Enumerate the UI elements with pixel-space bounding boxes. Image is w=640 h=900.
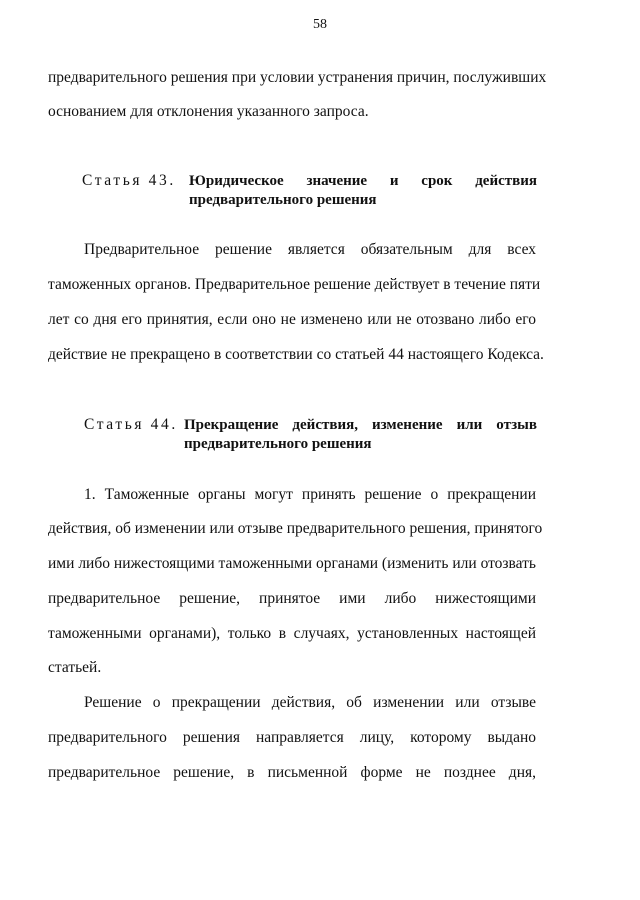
article-44-title-line-2: предварительного решения: [184, 436, 372, 452]
article-44-label: Статья 44.: [84, 416, 178, 433]
article-43-title-line-2: предварительного решения: [189, 192, 377, 208]
intro-line-1: предварительного решения при условии устранения причин, послуживших: [48, 69, 547, 86]
article-44-p1-line-1: 1. Таможенные органы могут принять решение о прекращении: [84, 486, 536, 503]
article-43-title-line-1: Юридическое значение и срок действия: [189, 173, 537, 189]
article-43-body-line-3: лет со дня его принятия, если оно не изменено или не отозвано либо его: [48, 311, 536, 328]
article-44-p2-line-2: предварительного решения направляется лицу, которому выдано: [48, 729, 536, 746]
article-44-p1-line-5: таможенными органами), только в случаях, установленных настоящей: [48, 625, 536, 642]
article-43-label: Статья 43.: [82, 172, 176, 189]
article-44-p1-line-3: ими либо нижестоящими таможенными органами (изменить или отозвать: [48, 555, 536, 572]
article-44-p1-line-6: статьей.: [48, 659, 102, 676]
article-44-p2-line-3: предварительное решение, в письменной форме не позднее дня,: [48, 764, 536, 781]
page-number: 58: [313, 17, 327, 32]
article-43-body-line-1: Предварительное решение является обязательным для всех: [84, 241, 536, 258]
article-44-p1-line-4: предварительное решение, принятое ими либо нижестоящими: [48, 590, 536, 607]
article-44-p2-line-1: Решение о прекращении действия, об изменении или отзыве: [84, 694, 536, 711]
intro-line-2: основанием для отклонения указанного запроса.: [48, 103, 369, 120]
article-44-title-line-1: Прекращение действия, изменение или отзыв: [184, 417, 537, 433]
article-43-body-line-2: таможенных органов. Предварительное решение действует в течение пяти: [48, 276, 541, 293]
article-44-p1-line-2: действия, об изменении или отзыве предварительного решения, принятого: [48, 520, 543, 537]
article-43-body-line-4: действие не прекращено в соответствии со статьей 44 настоящего Кодекса.: [48, 346, 544, 363]
